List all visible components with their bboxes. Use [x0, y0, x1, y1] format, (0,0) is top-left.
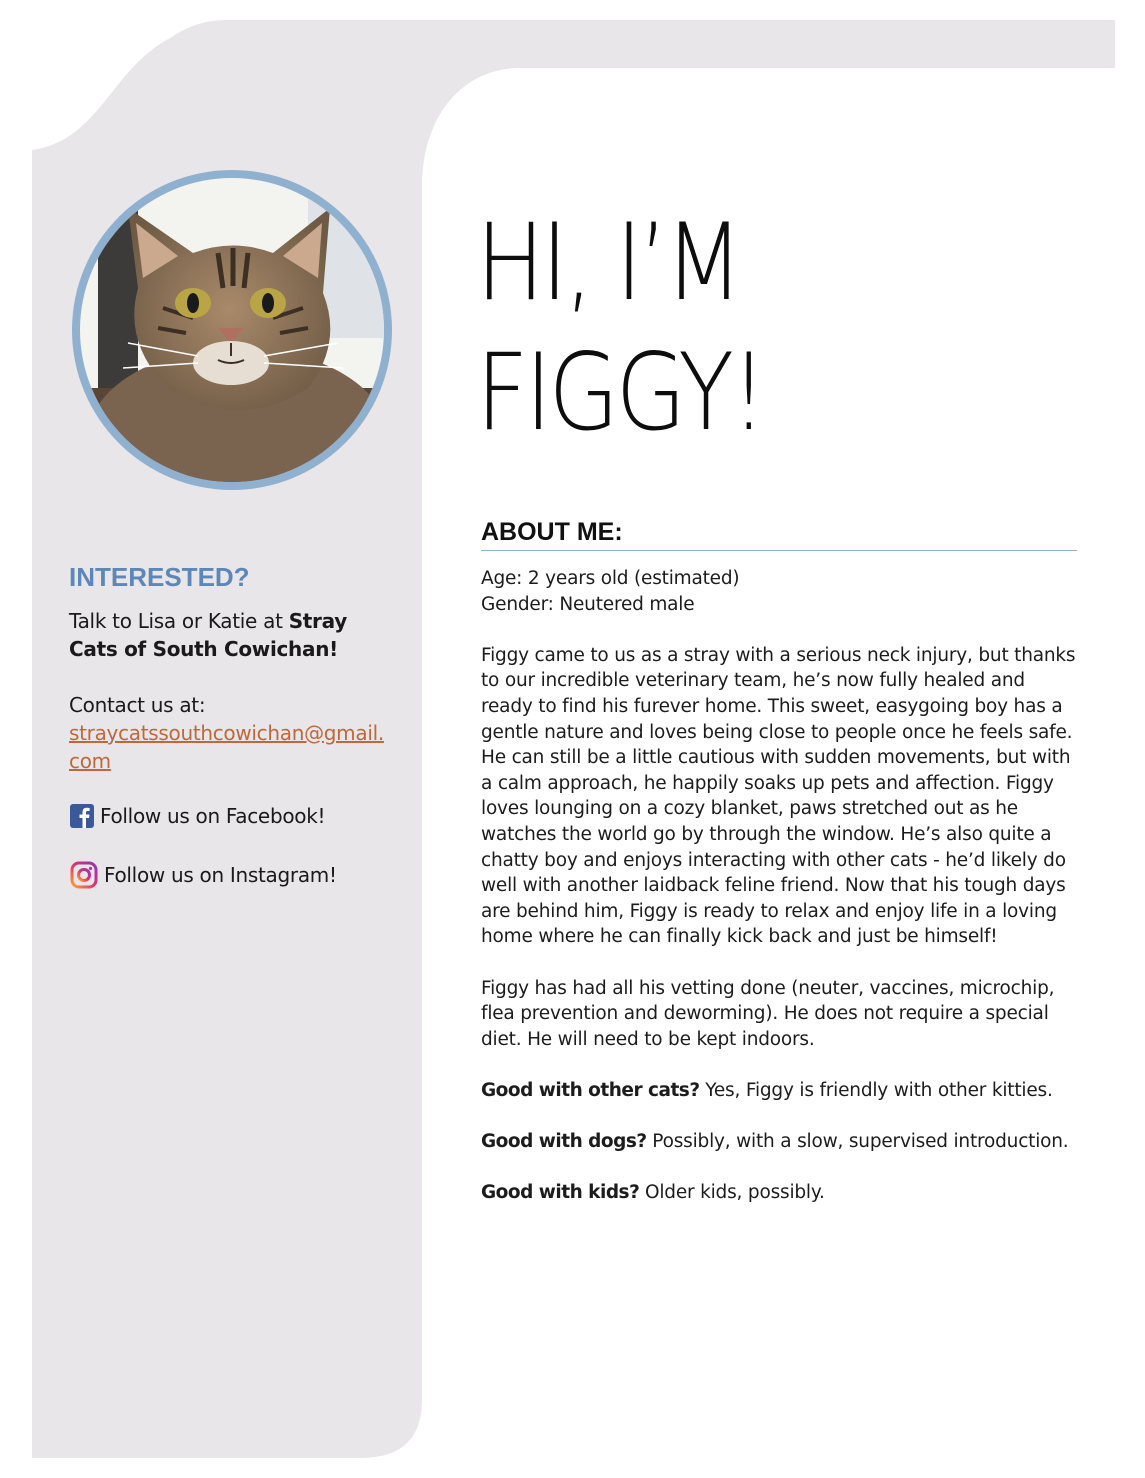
about-heading: ABOUT ME:	[481, 518, 1077, 551]
about-section	[481, 566, 1081, 1231]
age-text: Age: 2 years old (estimated)	[481, 568, 740, 589]
good-with-dogs-answer: Possibly, with a slow, supervised introduction.	[646, 1131, 1069, 1153]
instagram-icon	[69, 860, 99, 890]
good-with-cats	[481, 1078, 1081, 1104]
good-with-cats-answer: Yes, Figgy is friendly with other kitties.	[699, 1079, 1053, 1101]
gender-text: Gender: Neutered male	[481, 593, 695, 615]
instagram-text: Follow us on Instagram!	[104, 863, 337, 887]
org-name: Stray Cats of South Cowichan!	[69, 609, 347, 661]
good-with-dogs-label: Good with dogs?	[481, 1131, 647, 1153]
good-with-kids	[481, 1180, 1081, 1206]
contact-label: Contact us at:	[69, 693, 206, 717]
good-with-dogs	[481, 1129, 1081, 1155]
facebook-icon	[69, 803, 95, 829]
good-with-kids-answer: Older kids, possibly.	[639, 1182, 825, 1204]
instagram-link[interactable]	[69, 860, 389, 890]
good-with-kids-label: Good with kids?	[481, 1182, 640, 1204]
facebook-text: Follow us on Facebook!	[100, 804, 326, 828]
facebook-link[interactable]	[69, 803, 389, 829]
cat-photo	[68, 168, 396, 492]
title-line-1: HI, I’M	[476, 201, 740, 324]
contact-sidebar	[69, 562, 389, 921]
good-with-cats-label: Good with other cats?	[481, 1079, 700, 1101]
page-title	[476, 198, 1026, 458]
about-basics	[481, 566, 1081, 617]
email-link[interactable]: straycatssouthcowichan@gmail.com	[69, 721, 384, 773]
title-line-2: FIGGY!	[476, 331, 764, 454]
story-paragraph: Figgy came to us as a stray with a serious neck injury, but thanks to our incredible veterinary team, he’s now fully healed and ready to find his furever home. This sweet, easygoing boy has a gentle nature and loves being close to people once he feels safe. He can still be a little cautious with sudden movements, but with a calm approach, he happily soaks up pets and affection. Figgy loves lounging on a cozy blanket, paws stretched out as he watches the world go by through the window. He’s also quite a chatty boy and enjoys interacting with other cats - he’d likely do well with another laidback feline friend. Now that his tough days are behind him, Figgy is ready to relax and enjoy life in a loving home where he can finally kick back and just be himself!	[481, 644, 1076, 948]
contact-block	[69, 691, 389, 775]
talk-prefix: Talk to Lisa or Katie at	[69, 609, 289, 633]
interested-heading: INTERESTED?	[69, 562, 250, 592]
vetting-paragraph: Figgy has had all his vetting done (neuter, vaccines, microchip, flea prevention and deworming). He does not require a special diet. He will need to be kept indoors.	[481, 977, 1055, 1050]
talk-text	[69, 607, 389, 663]
